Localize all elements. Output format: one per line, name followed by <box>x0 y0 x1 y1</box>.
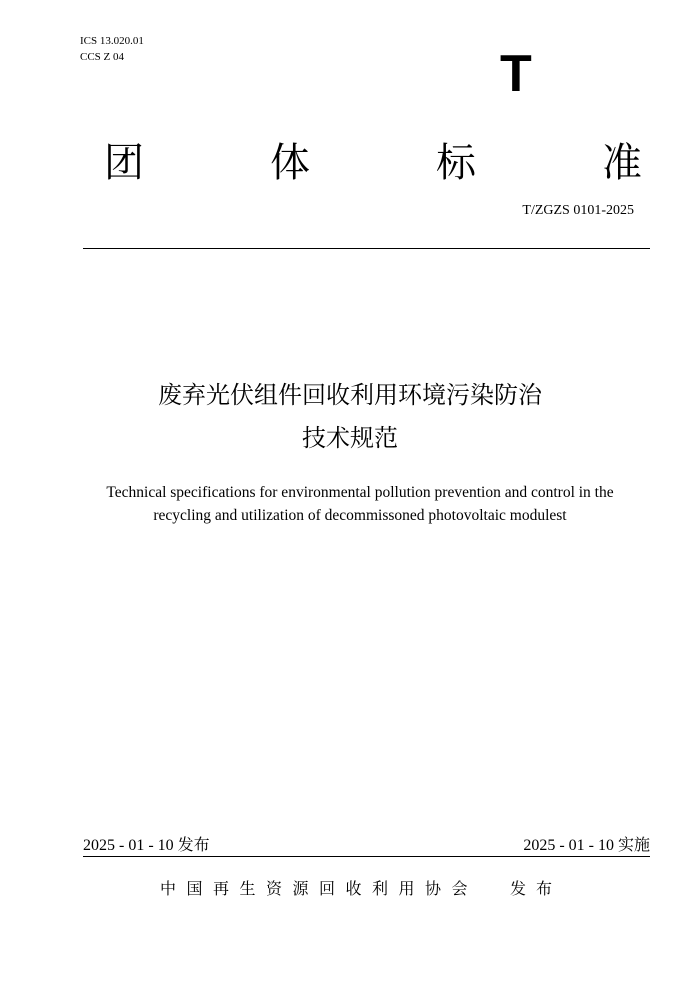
category-char: 准 <box>602 140 642 186</box>
category-char: 团 <box>104 140 144 186</box>
top-divider <box>83 248 650 249</box>
implementation-date-value: 2025 - 01 - 10 <box>523 837 614 854</box>
issue-date-label: 发布 <box>177 835 210 854</box>
title-line-2: 技术规范 <box>302 424 398 452</box>
document-category <box>104 138 644 188</box>
ics-code: ICS 13.020.01 <box>80 35 144 47</box>
issue-date-value: 2025 - 01 - 10 <box>83 837 174 854</box>
implementation-date <box>523 834 650 857</box>
publisher-action: 发布 <box>510 879 563 898</box>
category-char: 体 <box>270 140 310 186</box>
publisher-name: 中国再生资源回收利用协会 <box>160 879 479 898</box>
implementation-date-label: 实施 <box>617 835 650 854</box>
title-line-1: 废弃光伏组件回收利用环境污染防治 <box>158 381 542 409</box>
english-title-line-1: Technical specifications for environmental pollution prevention and control in the <box>106 484 614 501</box>
category-char: 标 <box>436 140 476 186</box>
standard-type-logo: T <box>500 45 532 103</box>
ccs-code: CCS Z 04 <box>80 51 125 63</box>
english-title-line-2: recycling and utilization of decommissoned photovoltaic modulest <box>153 507 567 524</box>
issue-date <box>83 834 210 857</box>
standard-number: T/ZGZS 0101-2025 <box>522 203 634 218</box>
bottom-divider <box>83 856 650 857</box>
